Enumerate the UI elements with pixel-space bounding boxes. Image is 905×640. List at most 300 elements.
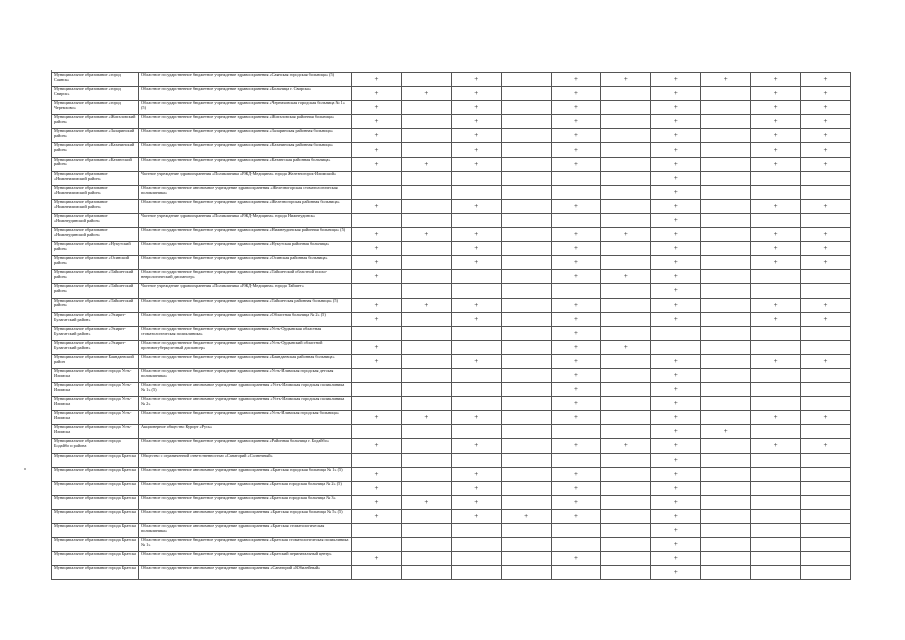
mark-cell <box>501 467 551 481</box>
mark-cell <box>501 115 551 129</box>
mark-cell: + <box>551 157 601 171</box>
mark-cell: + <box>352 354 402 368</box>
mark-cell: + <box>651 509 701 523</box>
mark-cell <box>352 368 402 382</box>
table-row <box>52 340 851 354</box>
mark-cell: + <box>551 115 601 129</box>
table-row <box>52 199 851 213</box>
municipality-cell: Муниципальное образование «Нукутский район» <box>52 242 139 256</box>
mark-cell <box>501 73 551 87</box>
mark-cell: + <box>651 312 701 326</box>
mark-cell <box>501 368 551 382</box>
mark-cell <box>701 467 751 481</box>
organization-cell: Областное государственное бюджетное учреждение здравоохранения «Районная больница г. Бодайбо» <box>139 439 352 453</box>
mark-cell: + <box>551 467 601 481</box>
municipality-cell: Муниципальное образование «Нижнеилимский район» <box>52 199 139 213</box>
mark-cell <box>701 397 751 411</box>
mark-cell: + <box>801 87 851 101</box>
mark-cell <box>501 312 551 326</box>
mark-cell: + <box>801 298 851 312</box>
table-row <box>52 467 851 481</box>
mark-cell <box>751 552 801 566</box>
mark-cell: + <box>352 256 402 270</box>
mark-cell: + <box>352 411 402 425</box>
mark-cell <box>601 411 651 425</box>
mark-cell <box>501 354 551 368</box>
mark-cell <box>352 566 402 580</box>
mark-cell: + <box>451 73 501 87</box>
mark-cell: + <box>801 312 851 326</box>
mark-cell: + <box>401 157 451 171</box>
mark-cell <box>401 453 451 467</box>
organization-cell: Частное учреждение здравоохранения «Поликлиника «РЖД-Медицина» города Нижнеудинск» <box>139 213 352 227</box>
mark-cell <box>401 397 451 411</box>
mark-cell <box>601 326 651 340</box>
mark-cell: + <box>551 256 601 270</box>
mark-cell <box>451 326 501 340</box>
mark-cell: + <box>801 101 851 115</box>
mark-cell <box>551 524 601 538</box>
organization-cell: Областное государственное автономное учреждение здравоохранения «Братская городская больница № 1» (5) <box>139 467 352 481</box>
mark-cell: + <box>551 101 601 115</box>
municipality-cell: Муниципальное образование «Заларинский район» <box>52 129 139 143</box>
mark-cell: + <box>651 495 701 509</box>
organization-cell: Областное государственное бюджетное учреждение здравоохранения «Больница г. Свирска» <box>139 87 352 101</box>
mark-cell: + <box>551 242 601 256</box>
mark-cell: + <box>651 284 701 298</box>
mark-cell: + <box>651 143 701 157</box>
table-row <box>52 538 851 552</box>
organization-cell: Областное государственное бюджетное учреждение здравоохранения «Осинская районная больница» <box>139 256 352 270</box>
municipality-cell: Муниципальное образование «Тайшетский район» <box>52 270 139 284</box>
mark-cell: + <box>651 115 701 129</box>
mark-cell <box>601 552 651 566</box>
mark-cell <box>601 284 651 298</box>
mark-cell: + <box>352 495 402 509</box>
municipality-cell: Муниципальное образование города Братска <box>52 538 139 552</box>
mark-cell: + <box>551 383 601 397</box>
municipality-cell: Муниципальное образование города Братска <box>52 524 139 538</box>
mark-cell: + <box>651 256 701 270</box>
table-row <box>52 115 851 129</box>
mark-cell <box>551 453 601 467</box>
mark-cell <box>352 171 402 185</box>
mark-cell <box>501 566 551 580</box>
mark-cell <box>451 185 501 199</box>
mark-cell: + <box>801 73 851 87</box>
municipality-cell: Муниципальное образование «Эхирит-Булагатский район» <box>52 312 139 326</box>
mark-cell <box>751 397 801 411</box>
mark-cell: + <box>352 439 402 453</box>
mark-cell <box>451 397 501 411</box>
mark-cell <box>751 213 801 227</box>
mark-cell <box>401 185 451 199</box>
mark-cell: + <box>451 298 501 312</box>
mark-cell <box>701 509 751 523</box>
mark-cell <box>751 467 801 481</box>
mark-cell <box>451 284 501 298</box>
mark-cell <box>801 552 851 566</box>
municipality-cell: Муниципальное образование «Эхирит-Булагатский район» <box>52 340 139 354</box>
mark-cell <box>801 453 851 467</box>
mark-cell <box>352 383 402 397</box>
table-row <box>52 495 851 509</box>
mark-cell <box>701 453 751 467</box>
mark-cell <box>601 185 651 199</box>
mark-cell: + <box>551 439 601 453</box>
mark-cell <box>451 538 501 552</box>
mark-cell: + <box>651 270 701 284</box>
mark-cell <box>601 143 651 157</box>
mark-cell <box>451 340 501 354</box>
organization-cell: Областное государственное автономное учреждение здравоохранения «Железногорская стоматологическая поликлиника» <box>139 185 352 199</box>
mark-cell <box>451 270 501 284</box>
mark-cell <box>601 509 651 523</box>
table-row <box>52 270 851 284</box>
mark-cell: + <box>551 495 601 509</box>
mark-cell: + <box>451 101 501 115</box>
mark-cell <box>601 298 651 312</box>
municipality-cell: Муниципальное образование «Жигаловский район» <box>52 115 139 129</box>
mark-cell <box>401 552 451 566</box>
table-row <box>52 552 851 566</box>
mark-cell <box>352 284 402 298</box>
organization-cell: Областное государственное бюджетное учреждение здравоохранения «Тайшетская районная больница» (5) <box>139 298 352 312</box>
mark-cell <box>701 538 751 552</box>
mark-cell <box>801 185 851 199</box>
mark-cell: + <box>651 87 701 101</box>
mark-cell: + <box>651 157 701 171</box>
mark-cell <box>352 524 402 538</box>
mark-cell: + <box>451 143 501 157</box>
table-row <box>52 509 851 523</box>
mark-cell <box>501 87 551 101</box>
mark-cell: + <box>601 340 651 354</box>
municipality-cell: Муниципальное образование города Братска <box>52 467 139 481</box>
mark-cell: + <box>551 199 601 213</box>
mark-cell: + <box>451 354 501 368</box>
organization-cell: Областное государственное бюджетное учреждение здравоохранения «Братский перинатальный центр» <box>139 552 352 566</box>
mark-cell <box>551 538 601 552</box>
mark-cell <box>701 101 751 115</box>
municipality-cell: Муниципальное образование «Нижнеудинский район» <box>52 228 139 242</box>
mark-cell <box>601 538 651 552</box>
mark-cell: + <box>751 354 801 368</box>
mark-cell: + <box>651 129 701 143</box>
mark-cell <box>801 326 851 340</box>
organization-cell: Областное государственное бюджетное учреждение здравоохранения «Нукутская районная больница» <box>139 242 352 256</box>
table-row <box>52 284 851 298</box>
mark-cell <box>801 284 851 298</box>
mark-cell: + <box>751 157 801 171</box>
table-row <box>52 228 851 242</box>
mark-cell: + <box>352 199 402 213</box>
mark-cell: + <box>451 242 501 256</box>
mark-cell <box>701 87 751 101</box>
mark-cell <box>801 270 851 284</box>
mark-cell <box>601 157 651 171</box>
mark-cell <box>651 326 701 340</box>
mark-cell <box>501 171 551 185</box>
mark-cell <box>501 383 551 397</box>
mark-cell: + <box>651 397 701 411</box>
mark-cell: + <box>352 467 402 481</box>
mark-cell <box>401 256 451 270</box>
mark-cell <box>601 312 651 326</box>
mark-cell: + <box>801 411 851 425</box>
mark-cell <box>601 129 651 143</box>
mark-cell <box>501 524 551 538</box>
table-row <box>52 439 851 453</box>
mark-cell <box>751 453 801 467</box>
mark-cell <box>801 213 851 227</box>
mark-cell <box>701 143 751 157</box>
mark-cell <box>501 157 551 171</box>
mark-cell: + <box>551 340 601 354</box>
mark-cell <box>701 157 751 171</box>
mark-cell <box>501 213 551 227</box>
mark-cell <box>352 185 402 199</box>
mark-cell <box>451 213 501 227</box>
mark-cell: + <box>801 157 851 171</box>
municipality-cell: Муниципальное образование «Нижнеудинский район» <box>52 213 139 227</box>
municipality-cell: Муниципальное образование «город Саянск» <box>52 73 139 87</box>
organization-cell: Областное государственное бюджетное учреждение здравоохранения «Баяндаевская районная больница» <box>139 354 352 368</box>
mark-cell <box>551 566 601 580</box>
mark-cell <box>701 171 751 185</box>
mark-cell: + <box>451 87 501 101</box>
organization-cell: Областное государственное бюджетное учреждение здравоохранения «Тайшетский областной психо-неврологический диспансер» <box>139 270 352 284</box>
mark-cell: + <box>352 340 402 354</box>
organization-cell: Частное учреждение здравоохранения «Поликлиника «РЖД-Медицина» города Тайшет» <box>139 284 352 298</box>
table-row <box>52 143 851 157</box>
organization-cell: Областное государственное бюджетное учреждение здравоохранения «Жигаловская районная больница» <box>139 115 352 129</box>
municipality-cell: Муниципальное образование «город Свирск» <box>52 87 139 101</box>
mark-cell <box>801 495 851 509</box>
mark-cell: + <box>352 115 402 129</box>
mark-cell <box>801 397 851 411</box>
mark-cell: + <box>551 87 601 101</box>
municipality-cell: Муниципальное образование города Усть-Илимска <box>52 397 139 411</box>
mark-cell <box>701 524 751 538</box>
mark-cell <box>701 115 751 129</box>
mark-cell <box>701 185 751 199</box>
mark-cell <box>801 340 851 354</box>
mark-cell: + <box>651 383 701 397</box>
mark-cell: + <box>551 354 601 368</box>
mark-cell <box>751 425 801 439</box>
mark-cell <box>401 270 451 284</box>
mark-cell <box>751 524 801 538</box>
table-row <box>52 129 851 143</box>
mark-cell <box>501 143 551 157</box>
mark-cell <box>401 566 451 580</box>
mark-cell: + <box>352 73 402 87</box>
organization-cell: Общество с ограниченной ответственностью «Санаторий «Солнечный» <box>139 453 352 467</box>
mark-cell <box>601 566 651 580</box>
municipality-cell: Муниципальное образование «город Черемхово» <box>52 101 139 115</box>
mark-cell: + <box>551 228 601 242</box>
table-row <box>52 87 851 101</box>
mark-cell: + <box>352 101 402 115</box>
mark-cell <box>801 425 851 439</box>
mark-cell <box>501 326 551 340</box>
table-row <box>52 354 851 368</box>
mark-cell: + <box>601 439 651 453</box>
organization-cell: Областное государственное бюджетное учреждение здравоохранения «Нижнеудинская районная больница» (5) <box>139 228 352 242</box>
mark-cell <box>401 115 451 129</box>
mark-cell <box>401 73 451 87</box>
municipality-cell: Муниципальное образование города Братска <box>52 509 139 523</box>
organization-cell: Областное государственное бюджетное учреждение здравоохранения «Усть-Ордынская областная стоматологическая поликлиника» <box>139 326 352 340</box>
mark-cell: + <box>352 481 402 495</box>
mark-cell: + <box>651 242 701 256</box>
mark-cell: + <box>352 228 402 242</box>
organization-cell: Областное государственное автономное учреждение здравоохранения «Братская городская больница № 5» (5) <box>139 509 352 523</box>
organization-cell: Областное государственное бюджетное учреждение здравоохранения «Братская городская больница № 2» (5) <box>139 481 352 495</box>
mark-cell <box>401 326 451 340</box>
organization-cell: Областное государственное бюджетное учреждение здравоохранения «Усть-Ордынский областной противотуберкулезный диспансер» <box>139 340 352 354</box>
mark-cell <box>401 312 451 326</box>
mark-cell: + <box>451 157 501 171</box>
mark-cell: + <box>651 354 701 368</box>
table-row <box>52 326 851 340</box>
table-row <box>52 213 851 227</box>
mark-cell <box>501 284 551 298</box>
mark-cell <box>401 368 451 382</box>
mark-cell: + <box>451 199 501 213</box>
mark-cell <box>501 185 551 199</box>
mark-cell <box>401 171 451 185</box>
organization-cell: Областное государственное бюджетное учреждение здравоохранения «Усть-Илимская городская детская поликлиника» <box>139 368 352 382</box>
mark-cell <box>701 213 751 227</box>
mark-cell: + <box>751 143 801 157</box>
mark-cell <box>501 397 551 411</box>
mark-cell <box>701 481 751 495</box>
table-row <box>52 256 851 270</box>
mark-cell <box>601 101 651 115</box>
mark-cell <box>401 509 451 523</box>
mark-cell <box>751 538 801 552</box>
mark-cell: + <box>751 115 801 129</box>
mark-cell <box>401 467 451 481</box>
mark-cell <box>701 439 751 453</box>
mark-cell <box>501 298 551 312</box>
mark-cell: + <box>751 101 801 115</box>
mark-cell <box>651 340 701 354</box>
mark-cell <box>751 340 801 354</box>
mark-cell: + <box>801 228 851 242</box>
mark-cell: + <box>651 538 701 552</box>
mark-cell <box>701 228 751 242</box>
organization-cell: Областное государственное автономное учреждение здравоохранения «Усть-Илимская городская поликлиника № 2» <box>139 397 352 411</box>
mark-cell <box>501 453 551 467</box>
mark-cell: + <box>551 509 601 523</box>
mark-cell: + <box>352 242 402 256</box>
organization-cell: Областное государственное бюджетное учреждение здравоохранения «Заларинская районная больница» <box>139 129 352 143</box>
mark-cell: + <box>801 129 851 143</box>
table-row <box>52 298 851 312</box>
mark-cell <box>401 354 451 368</box>
mark-cell: + <box>651 439 701 453</box>
mark-cell <box>601 495 651 509</box>
mark-cell <box>401 242 451 256</box>
mark-cell <box>501 552 551 566</box>
mark-cell <box>451 171 501 185</box>
mark-cell <box>801 524 851 538</box>
mark-cell <box>501 481 551 495</box>
mark-cell <box>501 129 551 143</box>
mark-cell <box>601 383 651 397</box>
mark-cell <box>501 340 551 354</box>
mark-cell: + <box>451 439 501 453</box>
mark-cell <box>551 284 601 298</box>
table-row <box>52 157 851 171</box>
mark-cell <box>801 566 851 580</box>
mark-cell <box>401 340 451 354</box>
table-row <box>52 453 851 467</box>
table-row <box>52 383 851 397</box>
mark-cell <box>801 538 851 552</box>
organization-cell: Областное государственное автономное учреждение здравоохранения «Братская стоматологическая поликлиника» <box>139 524 352 538</box>
mark-cell: + <box>651 101 701 115</box>
table-row <box>52 368 851 382</box>
organization-cell: Акционерное общество Курорт «Русь» <box>139 425 352 439</box>
mark-cell <box>751 566 801 580</box>
table-row <box>52 185 851 199</box>
mark-cell <box>701 340 751 354</box>
mark-cell <box>701 495 751 509</box>
municipality-cell: Муниципальное образование города Братска <box>52 481 139 495</box>
table-body <box>52 73 851 580</box>
mark-cell <box>751 368 801 382</box>
mark-cell <box>701 354 751 368</box>
mark-cell: + <box>601 228 651 242</box>
mark-cell: + <box>401 87 451 101</box>
mark-cell: + <box>751 129 801 143</box>
mark-cell <box>701 129 751 143</box>
table-row <box>52 566 851 580</box>
municipality-cell: Муниципальное образование города Бодайбо и района <box>52 439 139 453</box>
mark-cell <box>501 101 551 115</box>
mark-cell: + <box>551 552 601 566</box>
mark-cell <box>551 425 601 439</box>
mark-cell: + <box>551 270 601 284</box>
mark-cell <box>701 326 751 340</box>
mark-cell <box>601 87 651 101</box>
mark-cell <box>601 453 651 467</box>
mark-cell <box>551 213 601 227</box>
municipality-cell: Муниципальное образование города Усть-Илимска <box>52 411 139 425</box>
mark-cell: + <box>401 298 451 312</box>
mark-cell: + <box>651 228 701 242</box>
mark-cell: + <box>551 368 601 382</box>
mark-cell: + <box>651 566 701 580</box>
mark-cell <box>501 439 551 453</box>
mark-cell <box>401 129 451 143</box>
municipality-cell: Муниципальное образование «Казачинский район» <box>52 143 139 157</box>
mark-cell: + <box>751 228 801 242</box>
municipality-cell: Муниципальное образование города Братска <box>52 552 139 566</box>
mark-cell: + <box>501 509 551 523</box>
mark-cell: + <box>451 411 501 425</box>
mark-cell <box>801 509 851 523</box>
mark-cell <box>401 143 451 157</box>
mark-cell: + <box>352 509 402 523</box>
mark-cell <box>451 566 501 580</box>
organization-cell: Областное государственное бюджетное учреждение здравоохранения «Катангская районная больница» <box>139 157 352 171</box>
mark-cell <box>701 270 751 284</box>
